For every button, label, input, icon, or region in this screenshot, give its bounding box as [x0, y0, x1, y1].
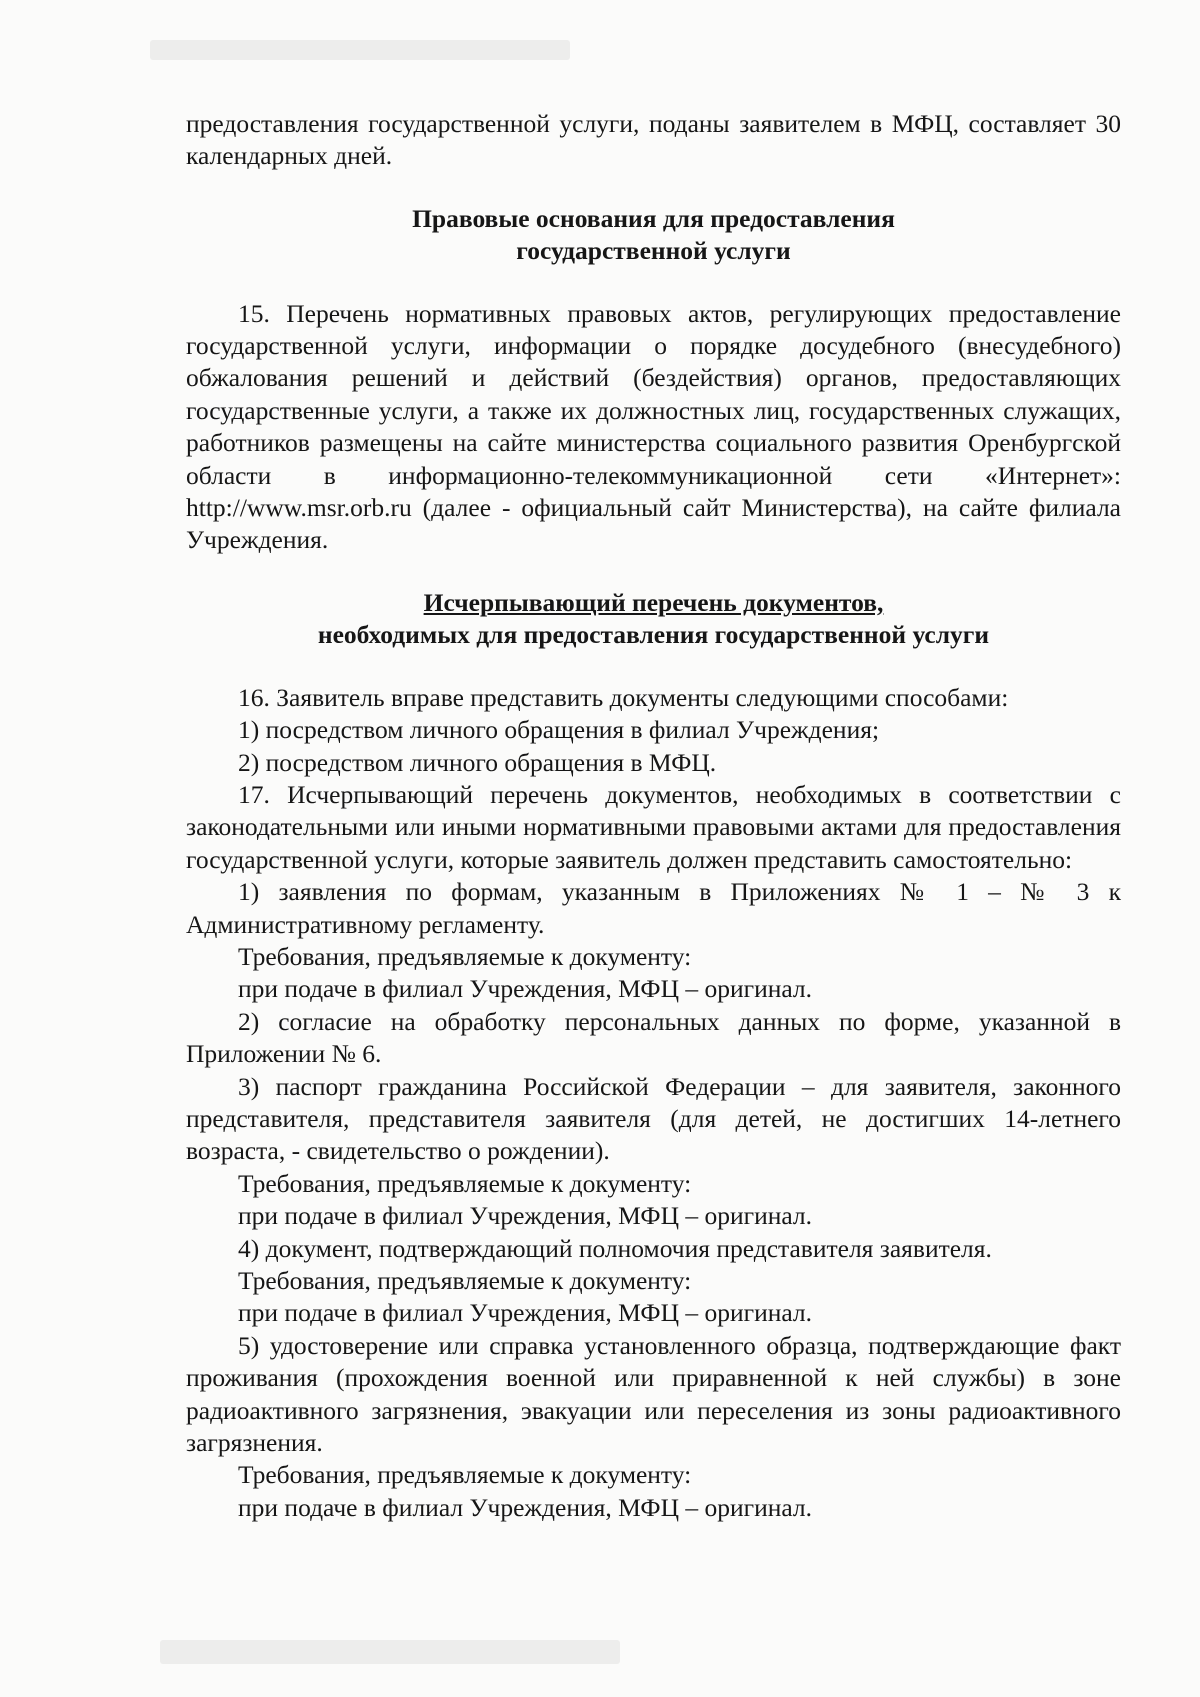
list-item-16-1: 1) посредством личного обращения в филиал Учреждения;: [238, 715, 880, 745]
paragraph-16: 16. Заявитель вправе представить документы следующими способами:: [238, 682, 1009, 712]
intro-paragraph: предоставления государственной услуги, поданы заявителем в МФЦ, составляет 30 календарных дней.: [186, 109, 1121, 171]
list-item-17-3: 3) паспорт гражданина Российской Федерации – для заявителя, законного представителя, представителя заявителя (для детей, не достигших 14-летнего возраста, - свидетельство о рождении).: [186, 1071, 1121, 1166]
requirements-label: Требования, предъявляемые к документу:: [238, 941, 692, 971]
list-item-17-1: 1) заявления по формам, указанным в Приложениях № 1 – № 3 к Административному регламенту.: [186, 877, 1121, 939]
list-item-17-2: 2) согласие на обработку персональных данных по форме, указанной в Приложении № 6.: [186, 1006, 1121, 1069]
requirements-label: Требования, предъявляемые к документу:: [238, 1168, 692, 1198]
paragraph-17: 17. Исчерпывающий перечень документов, необходимых в соответствии с законодательными или иными нормативными правовыми актами для предоставления государственной услуги, которые заявитель должен представить самостоятельно:: [186, 779, 1121, 874]
requirements-value: при подаче в филиал Учреждения, МФЦ – оригинал.: [238, 1201, 813, 1231]
requirements-value: при подаче в филиал Учреждения, МФЦ – оригинал.: [238, 1492, 813, 1522]
heading-documents-list-line2: необходимых для предоставления государственной услуги: [317, 620, 990, 650]
requirements-value: при подаче в филиал Учреждения, МФЦ – оригинал.: [238, 1298, 813, 1328]
heading-documents-list: [186, 587, 1121, 652]
requirements-label: Требования, предъявляемые к документу:: [238, 1460, 692, 1490]
paragraph-15: 15. Перечень нормативных правовых актов, регулирующих предоставление государственной услуги, информации о порядке досудебного (внесудебного) обжалования решений и действий (бездействия) органов, предоставляющих государственные услуги, а также их должностных лиц, государственных служащих, работников размещены на сайте министерства социального развития Оренбургской области в информационно-телекоммуникационной сети «Интернет»: http://www.msr.orb.ru (далее - официальный сайт Министерства), на сайте филиала Учреждения.: [186, 298, 1121, 555]
heading-legal-basis-line2: государственной услуги: [516, 236, 791, 266]
list-item-17-4: 4) документ, подтверждающий полномочия представителя заявителя.: [238, 1233, 992, 1263]
heading-legal-basis-line1: Правовые основания для предоставления: [412, 203, 895, 233]
list-item-16-2: 2) посредством личного обращения в МФЦ.: [238, 747, 717, 777]
heading-documents-list-line1: Исчерпывающий перечень документов,: [423, 587, 884, 617]
list-item-17-5: 5) удостоверение или справка установленного образца, подтверждающие факт проживания (прохождения военной или приравненной к ней службы) в зоне радиоактивного загрязнения, эвакуации или переселения из зоны радиоактивного загрязнения.: [186, 1330, 1121, 1458]
scan-artifact: [160, 1640, 620, 1664]
document-body: [186, 108, 1121, 1524]
requirements-label: Требования, предъявляемые к документу:: [238, 1266, 692, 1295]
scan-artifact: [150, 40, 570, 60]
requirements-value: при подаче в филиал Учреждения, МФЦ – оригинал.: [238, 974, 813, 1004]
heading-legal-basis: [186, 203, 1121, 268]
